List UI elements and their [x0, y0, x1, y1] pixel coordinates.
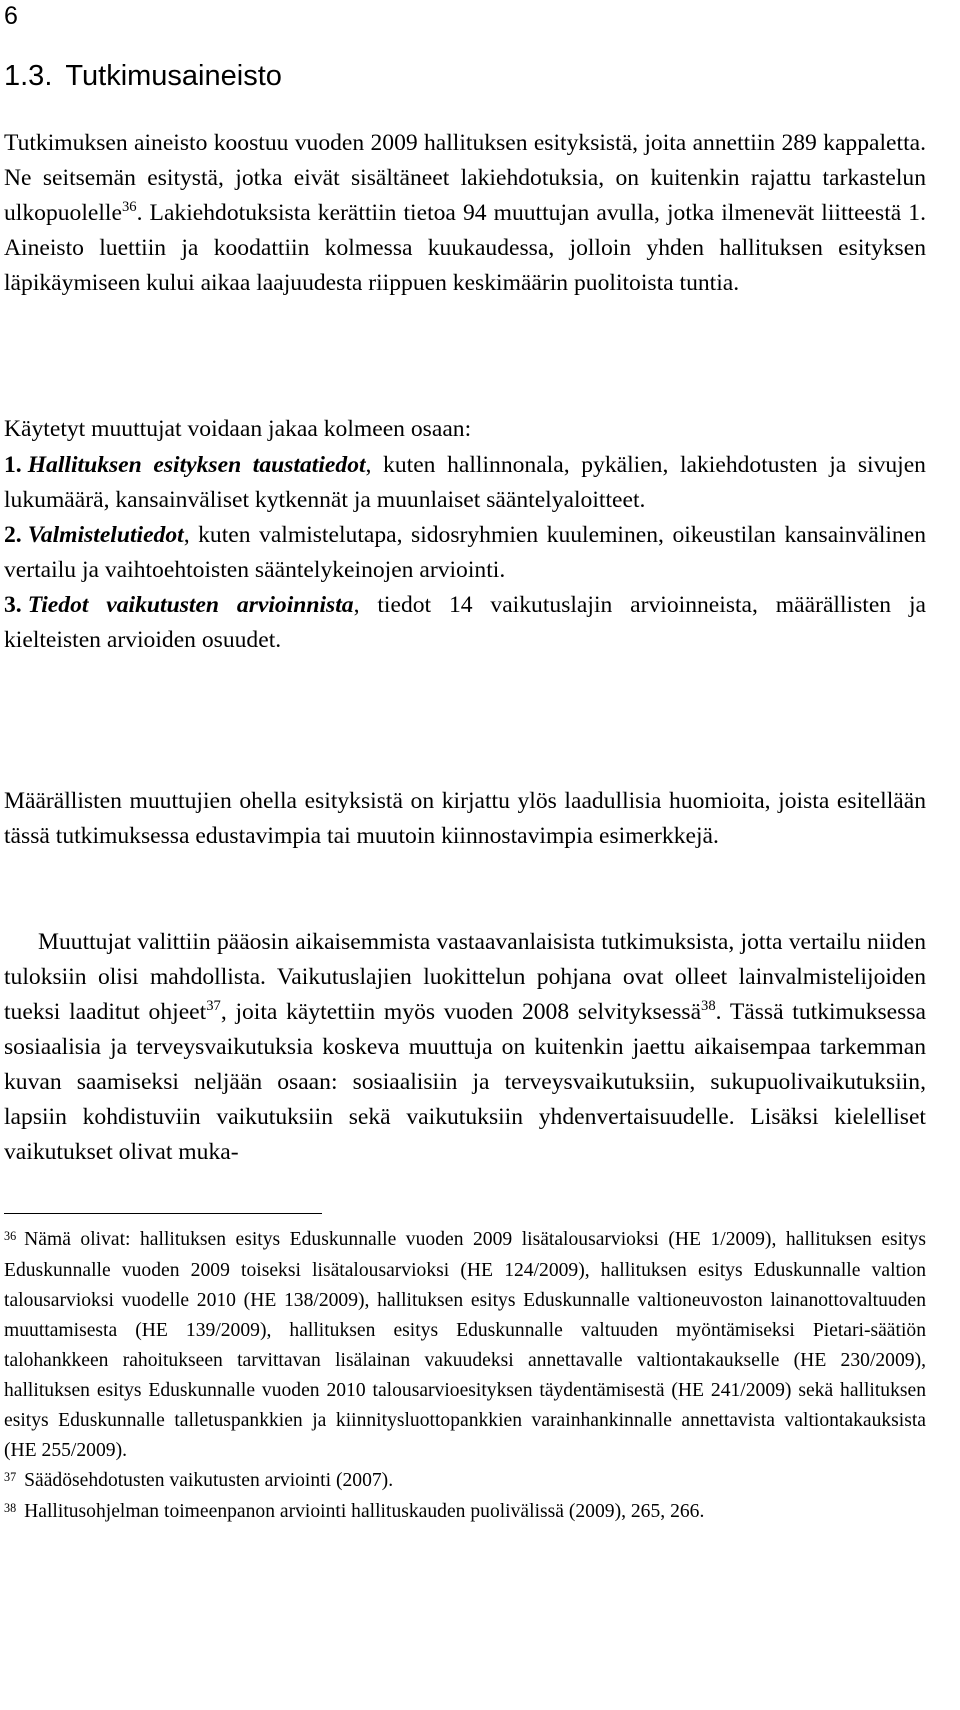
footnote-mark: 38 [4, 1500, 17, 1515]
list-item-number: 1. [4, 452, 22, 478]
footnote-separator [4, 1213, 322, 1214]
list-item-number: 3. [4, 592, 22, 618]
list-item [4, 448, 926, 518]
footnote-36 [4, 1225, 926, 1466]
list-item-description: , kuten hallinnonala, pykälien, lakiehdotusten ja sivujen lukumäärä, kansainväliset kytkennät ja muunlaiset sääntelyaloitteet. [4, 452, 926, 513]
paragraph-qualitative-notes: Määrällisten muuttujien ohella esityksistä on kirjattu ylös laadullisia huomioita, joista esitellään tässä tutkimuksessa edustavimpia tai muutoin kiinnostavimpia esimerkkejä. [4, 788, 926, 849]
paragraph-text: , joita käytettiin myös vuoden 2008 selvityksessä [220, 999, 702, 1025]
footnote-text: Hallitusohjelman toimeenpanon arviointi hallituskauden puolivälissä (2009), 265, 266. [24, 1501, 705, 1522]
paragraph-research-material [4, 126, 926, 301]
footnote-reference-37[interactable]: 37 [206, 997, 221, 1014]
list-item-number: 2. [4, 522, 22, 548]
list-item [4, 588, 926, 658]
list-item-term: Hallituksen esityksen taustatiedot [27, 452, 366, 478]
list-item-term: Tiedot vaikutusten arvioinnista [27, 592, 354, 618]
paragraph-text: . Tässä tutkimuksessa sosiaalisia ja terveysvaikutuksia koskeva muuttuja on kuitenkin jaettu aikaisempaa tarkemman kuvan saamiseksi neljään osaan: sosiaalisiin ja terveysvaikutuksiin, sukupuolivaikutuksiin, lapsiin kohdistuviin vaikutuksiin sekä vaikutuksiin yhdenvertaisuudelle. Lisäksi kielelliset vaikutukset olivat muka- [4, 999, 926, 1165]
list-item-term: Valmistelutiedot [27, 522, 184, 548]
list-item [4, 518, 926, 588]
footnote-reference-38[interactable]: 38 [701, 997, 716, 1014]
footnote-37 [4, 1466, 926, 1497]
section-number: 1.3. [4, 60, 53, 92]
footnote-38 [4, 1497, 926, 1528]
list-intro: Käytetyt muuttujat voidaan jakaa kolmeen osaan: [4, 416, 472, 442]
list-item-description: , tiedot 14 vaikutuslajin arvioinneista, määrällisten ja kielteisten arvioiden osuudet. [4, 592, 926, 653]
section-title: Tutkimusaineisto [65, 60, 282, 92]
footnote-reference-36[interactable]: 36 [121, 198, 137, 215]
footnote-mark: 37 [4, 1469, 17, 1484]
section-heading [4, 56, 282, 96]
footnote-text: Nämä olivat: hallituksen esitys Eduskunnalle vuoden 2009 lisätalousarvioksi (HE 1/2009), hallituksen esitys Eduskunnalle vuoden 2009 toiseksi lisätalousarvioksi (HE 124/2009), hallituksen esitys Eduskunnalle valtion talousarvioksi vuodelle 2010 (HE 138/2009), hallituksen esitys Eduskunnalle valtioneuvoston lainanottovaltuuden muuttamisesta (HE 139/2009), hallituksen esitys Eduskunnalle valtuuden myöntämiseksi Pietari-säätiön talohankkeen rahoitukseen tarvittavan lisälainan vakuudeksi annettavalle valtiontakaukselle (HE 230/2009), hallituksen esitys Eduskunnalle vuoden 2010 talousarvioesityksen täydentämisestä (HE 241/2009) sekä hallituksen esitys Eduskunnalle talletuspankkien ja kiinnitysluottopankkien varainhankinnalle annettavista valtiontakauksista (HE 255/2009). [4, 1229, 926, 1461]
paragraph-text: Muuttujat valittiin pääosin aikaisemmista vastaavanlaisista tutkimuksista, jotta vertailu niiden tuloksiin olisi mahdollista. Vaikutuslajien luokittelun pohjana ovat olleet lainvalmistelijoiden tueksi laaditut ohjeet [4, 929, 926, 1025]
paragraph-text: Tutkimuksen aineisto koostuu vuoden 2009 hallituksen esityksistä, joita annettiin 289 kappaletta. Ne seitsemän esitystä, jotka eivät sisältäneet lakiehdotuksia, on kuitenkin rajattu tarkastelun ulkopuolelle [4, 130, 926, 226]
footnote-text: Säädösehdotusten vaikutusten arviointi (2007). [24, 1470, 394, 1491]
variable-group-list [4, 448, 926, 658]
paragraph-text: . Lakiehdotuksista kerättiin tietoa 94 muuttujan avulla, jotka ilmenevät liitteestä 1. Aineisto luettiin ja koodattiin kolmessa kuukaudessa, jolloin yhden hallituksen esityksen läpikäymiseen kului aikaa laajuudesta riippuen keskimäärin puolitoista tuntia. [4, 200, 926, 296]
paragraph-variable-selection [4, 925, 926, 1170]
footnotes [4, 1225, 926, 1528]
list-item-description: , kuten valmistelutapa, sidosryhmien kuuleminen, oikeustilan kansainvälinen vertailu ja vaihtoehtoisten sääntelykeinojen arviointi. [4, 522, 926, 583]
page-number: 6 [4, 2, 18, 30]
footnote-mark: 36 [4, 1228, 17, 1243]
